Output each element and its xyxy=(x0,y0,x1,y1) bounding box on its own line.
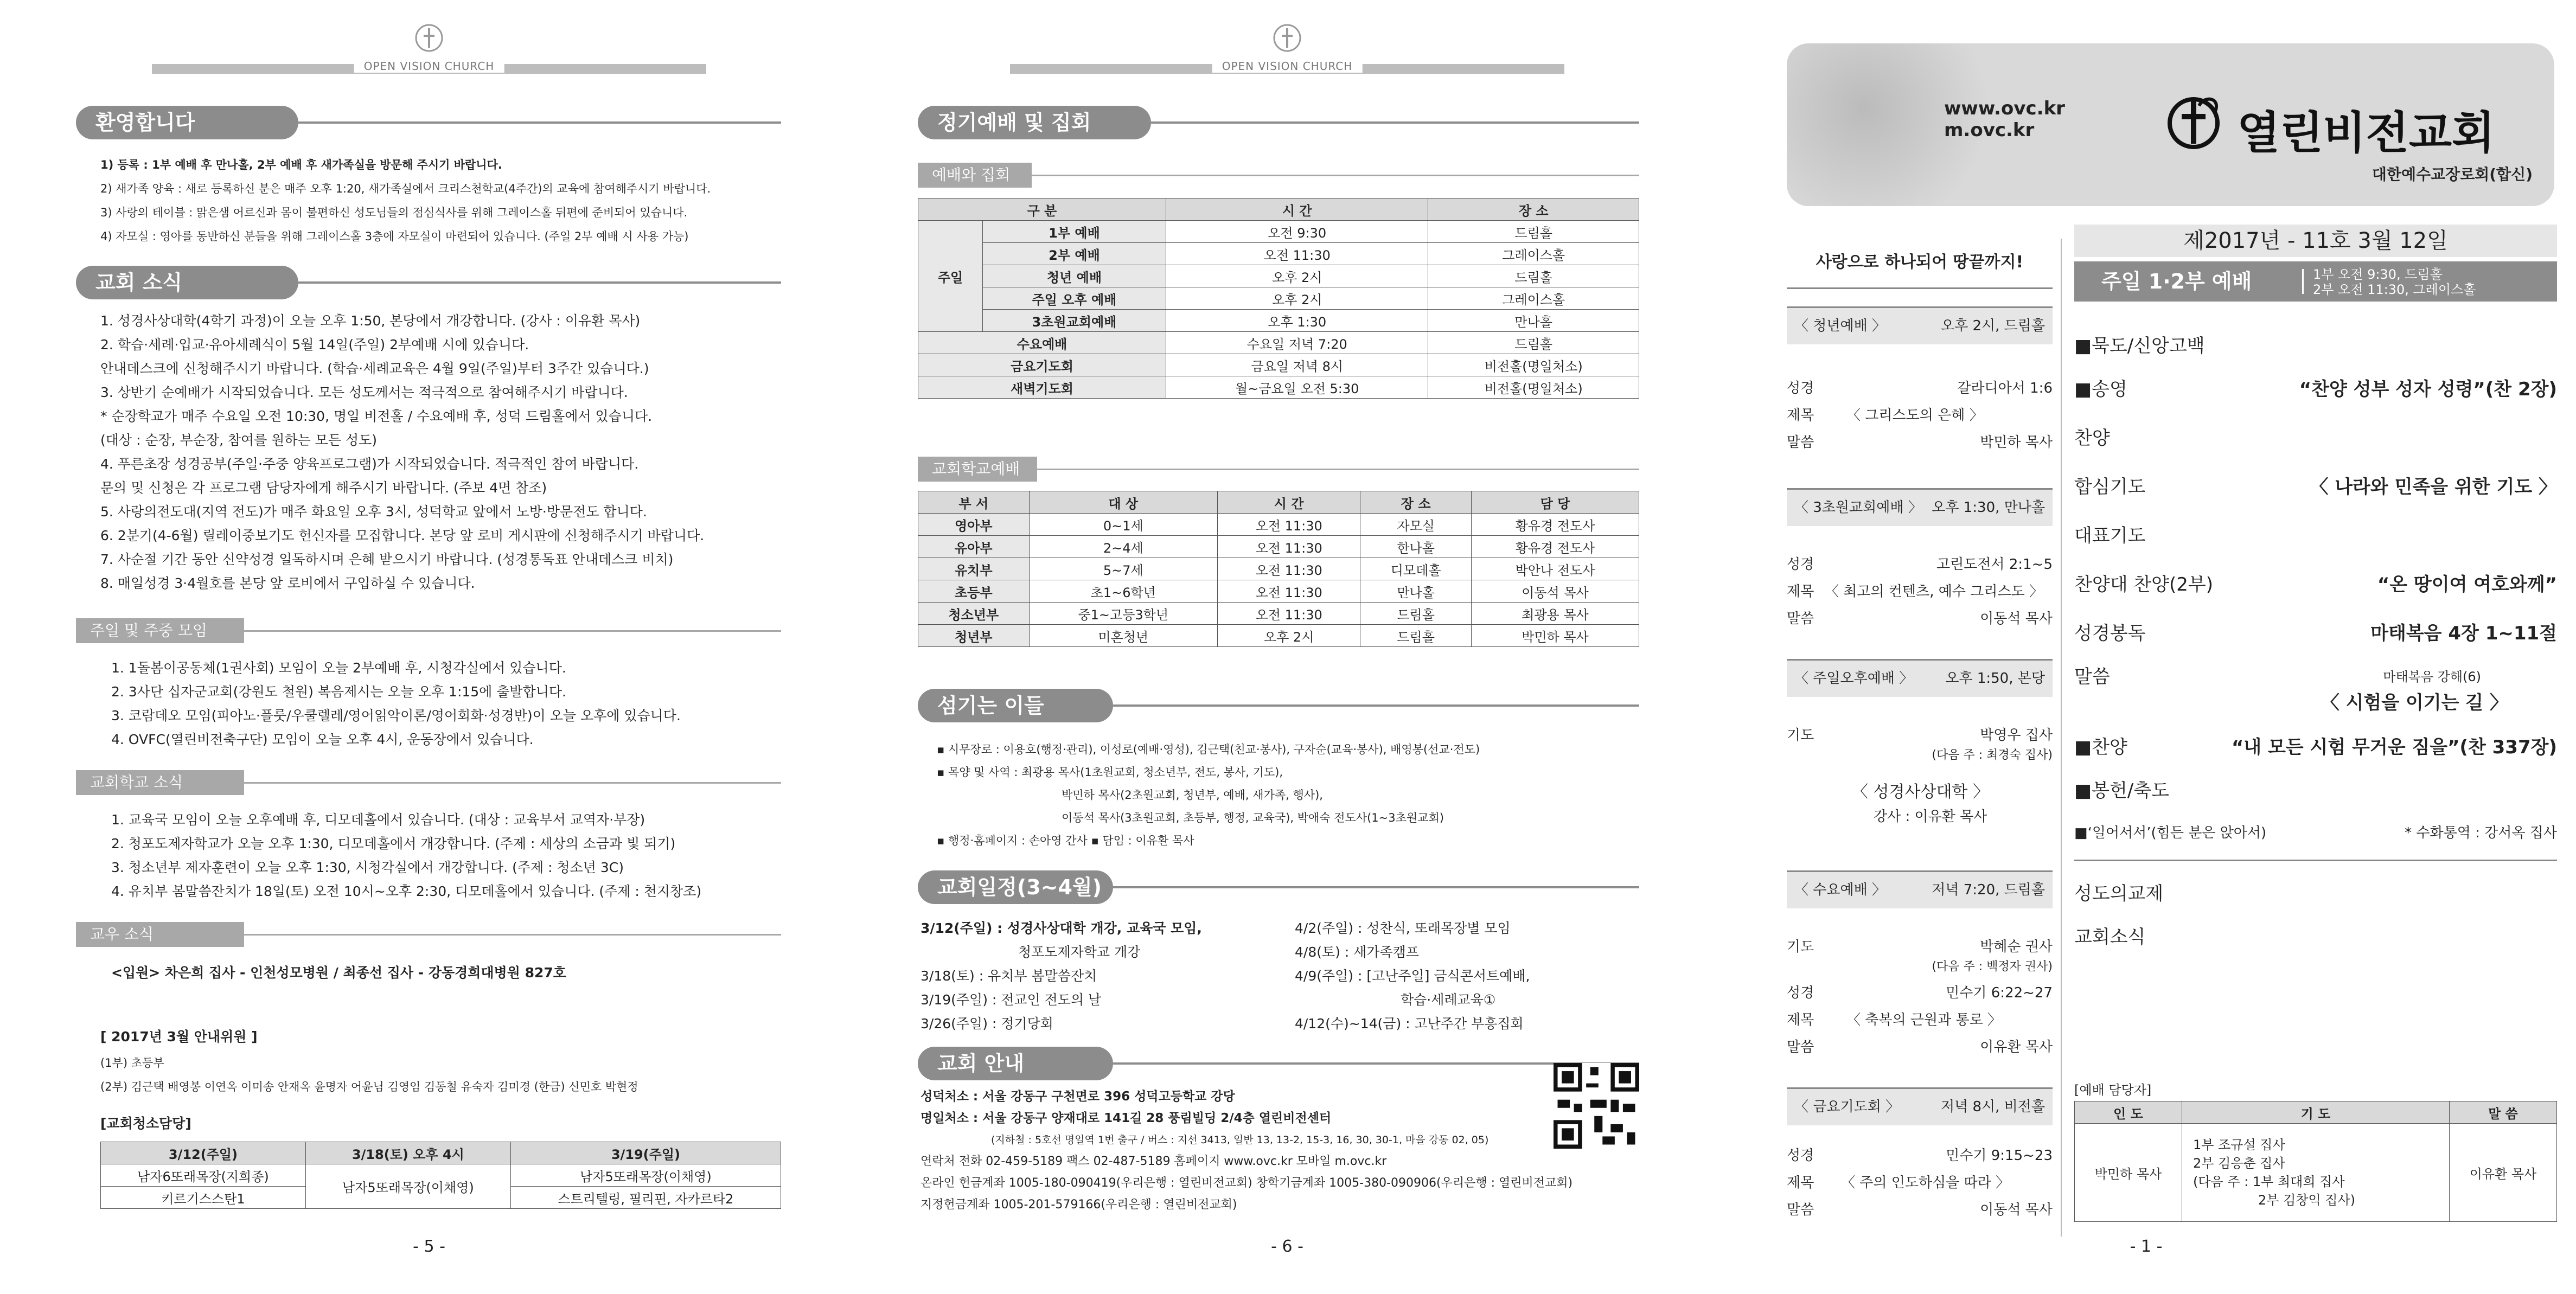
school-item: 1. 교육국 모임이 오늘 오후예배 후, 디모데홀에서 있습니다. (대상 : 교육부서 교역자·부장) xyxy=(111,812,645,828)
weekly-item: 1. 1돌봄이공동체(1권사회) 모임이 오늘 2부예배 후, 시청각실에서 있습니다. xyxy=(111,660,566,676)
order-sermon-label: 말씀 xyxy=(2074,666,2110,688)
order-praise: 찬양 xyxy=(2074,427,2110,449)
heading-line xyxy=(244,934,781,936)
afternoon-lecturer: 강사 : 이유환 목사 xyxy=(1874,809,1987,825)
schedule-item: 4/8(토) : 새가족캠프 xyxy=(1295,944,1419,960)
afternoon-box xyxy=(1787,659,2053,697)
order-hymn2-label: ■찬양 xyxy=(2074,736,2127,758)
news-item: (대상 : 순장, 부순장, 참여를 원하는 모든 성도) xyxy=(100,432,378,448)
page-6 xyxy=(858,0,1716,1294)
school-item: 2. 청포도제자학교가 오늘 오후 1:30, 디모데홀에서 개강합니다. (주제 : 세상의 소금과 빛 되기) xyxy=(111,836,676,851)
worship-cell: 드림홀 xyxy=(1428,221,1639,243)
welcome-heading: 환영합니다 xyxy=(76,106,298,139)
order-joint-label: 합심기도 xyxy=(2074,476,2146,498)
mobile-url: m.ovc.kr xyxy=(1944,119,2035,141)
service-times xyxy=(2313,267,2476,297)
afternoon-prayer: 박영우 집사 xyxy=(1980,727,2053,744)
worship-cell: 비전홀(명일처소) xyxy=(1428,354,1639,376)
servants-heading: 섬기는 이들 xyxy=(918,689,1113,722)
issue-info: 제2017년 - 11호 3월 12일 xyxy=(2074,225,2557,257)
cleaning-cell: 남자5또래목장(이채영) xyxy=(305,1164,510,1209)
order-standing: ■‘일어서서’(힘든 분은 앉아서) xyxy=(2074,825,2267,841)
worship-cell: 비전홀(명일처소) xyxy=(1428,376,1639,399)
worship-cell: 금요일 저녁 8시 xyxy=(1166,354,1428,376)
fri-label: 〈 금요기도회 〉 xyxy=(1794,1099,1900,1115)
school-worship-sub: 교회학교예배 xyxy=(918,457,1037,482)
qr-code-icon[interactable] xyxy=(1554,1063,1639,1149)
school-header: 대 상 xyxy=(1029,491,1217,514)
school-cell: 미혼청년 xyxy=(1029,625,1217,647)
servants-line: 박민하 목사(2초원교회, 청년부, 예배, 새가족, 행사), xyxy=(1062,789,1323,802)
divider xyxy=(2074,860,2557,861)
info-line: 성덕처소 : 서울 강동구 구천면로 396 성덕고등학교 강당 xyxy=(921,1090,1235,1104)
worship-header: 시 간 xyxy=(1166,198,1428,221)
news-heading: 교회 소식 xyxy=(76,266,298,299)
school-cell: 오전 11:30 xyxy=(1217,580,1360,603)
school-header: 장 소 xyxy=(1360,491,1472,514)
school-cell: 중1~고등3학년 xyxy=(1029,603,1217,625)
duty-header: 기 도 xyxy=(2182,1101,2450,1124)
cleaning-header: 3/12(주일) xyxy=(101,1142,306,1164)
wed-label: 〈 수요예배 〉 xyxy=(1794,882,1886,898)
duty-table xyxy=(2074,1101,2557,1222)
schedule-heading: 교회일정(3~4월) xyxy=(918,870,1113,904)
cell3-title-label: 제목 xyxy=(1787,584,1814,600)
youth-label: 〈 청년예배 〉 xyxy=(1794,318,1886,334)
cleaning-table xyxy=(100,1142,781,1209)
weekly-heading: 주일 및 주중 모임 xyxy=(76,618,244,643)
order-silent: ■묵도/신앙고백 xyxy=(2074,335,2205,357)
cell3-preacher-label: 말씀 xyxy=(1787,611,1814,627)
school-cell: 박안나 전도사 xyxy=(1471,558,1639,580)
news-item: 2. 학습·세례·입교·유아세례식이 5월 14일(주일) 2부예배 시에 있습니다. xyxy=(100,337,529,353)
school-cell: 청년부 xyxy=(918,625,1030,647)
header-label: OPEN VISION CHURCH xyxy=(1212,60,1363,73)
page-5 xyxy=(0,0,858,1294)
duty-title: [예배 담당자] xyxy=(2074,1082,2152,1098)
school-cell: 자모실 xyxy=(1360,514,1472,536)
heading-line xyxy=(244,782,781,784)
worship-cell: 만나홀 xyxy=(1428,310,1639,332)
title-banner xyxy=(1787,43,2554,206)
news-item: 8. 매일성경 3·4월호를 본당 앞 로비에서 구입하실 수 있습니다. xyxy=(100,575,475,591)
school-item: 3. 청소년부 제자훈련이 오늘 오후 1:30, 시청각실에서 개강합니다. (주제 : 청소년 3C) xyxy=(111,860,624,875)
duty-prayer: 2부 김응춘 집사 xyxy=(2193,1156,2285,1171)
worship-cell: 3초원교회예배 xyxy=(982,310,1166,332)
schedule-item: 3/19(주일) : 전교인 전도의 날 xyxy=(921,992,1102,1008)
cleaning-cell: 남자6또래목장(지희종) xyxy=(101,1164,306,1187)
welcome-item: 2) 새가족 양육 : 새로 등록하신 분은 매주 오후 1:20, 새가족실에서 크리스천학교(4주간)의 교육에 참여해주시기 바랍니다. xyxy=(100,182,711,195)
fri-title-label: 제목 xyxy=(1787,1175,1814,1191)
youth-preacher-label: 말씀 xyxy=(1787,434,1814,451)
cleaning-cell: 키르기스스탄1 xyxy=(101,1187,306,1209)
page-number: - 6 - xyxy=(1271,1237,1303,1256)
wed-time: 저녁 7:20, 드림홀 xyxy=(1932,882,2045,898)
school-item: 4. 유치부 봄말씀잔치가 18일(토) 오전 10시~오후 2:30, 디모데홀에서 있습니다. (주제 : 천지창조) xyxy=(111,883,702,899)
school-header: 부 서 xyxy=(918,491,1030,514)
duty-header: 말 씀 xyxy=(2449,1101,2556,1124)
school-cell: 디모데홀 xyxy=(1360,558,1472,580)
worship-cell: 주일 오후 예배 xyxy=(982,287,1166,310)
youth-scripture: 갈라디아서 1:6 xyxy=(1957,380,2053,396)
cell3-time: 오후 1:30, 만나홀 xyxy=(1932,499,2045,516)
cleaning-header: 3/19(주일) xyxy=(510,1142,781,1164)
order-hymn1-label: ■송영 xyxy=(2074,379,2127,400)
duty-prayers xyxy=(2182,1124,2450,1222)
school-cell: 초등부 xyxy=(918,580,1030,603)
service-time: 2부 오전 11:30, 그레이스홀 xyxy=(2313,282,2476,297)
heading-line xyxy=(298,121,781,124)
news-item: 6. 2분기(4-6월) 릴레이중보기도 헌신자를 모집합니다. 본당 앞 로비 게시판에 신청해주시기 바랍니다. xyxy=(100,528,705,543)
wed-box xyxy=(1787,870,2053,908)
worship-header: 구 분 xyxy=(918,198,1166,221)
fri-title: 〈 주의 인도하심을 따라 〉 xyxy=(1841,1175,2010,1191)
cleaning-header: 3/18(토) 오후 4시 xyxy=(305,1142,510,1164)
order-choir: “온 땅이여 여호와께” xyxy=(2377,574,2557,595)
school-worship-table xyxy=(918,491,1639,647)
cell3-scripture: 고린도전서 2:1~5 xyxy=(1936,556,2053,573)
school-cell: 5~7세 xyxy=(1029,558,1217,580)
heading-line xyxy=(1151,121,1639,124)
afternoon-course: 〈 성경사상대학 〉 xyxy=(1852,783,1989,802)
wed-next: (다음 주 : 백정자 권사) xyxy=(1932,960,2053,973)
worship-cell: 1부 예배 xyxy=(982,221,1166,243)
servants-line: ▪ 시무장로 : 이용호(행정·관리), 이성로(예배·영성), 김근택(친교·봉사), 구자순(교육·봉사), 배영봉(선교·전도) xyxy=(937,743,1480,756)
youth-scripture-label: 성경 xyxy=(1787,380,1814,396)
welcome-item: 3) 사랑의 테이블 : 맑은샘 어르신과 몸이 불편하신 성도님들의 점심식사를 위해 그레이스홀 뒤편에 준비되어 있습니다. xyxy=(100,206,688,219)
fri-time: 저녁 8시, 비전홀 xyxy=(1940,1099,2045,1115)
heading-line xyxy=(298,281,781,284)
info-line: 지정헌금계좌 1005-201-579166(우리은행 : 열린비전교회) xyxy=(921,1198,1237,1212)
worship-cell: 그레이스홀 xyxy=(1428,287,1639,310)
church-name: 열린비전교회 xyxy=(2237,107,2495,159)
worship-sub: 예배와 집회 xyxy=(918,163,1032,188)
wed-scripture: 민수기 6:22~27 xyxy=(1946,985,2053,1001)
cleaning-cell: 남자5또래목장(이채영) xyxy=(510,1164,781,1187)
news-item: 7. 사순절 기간 동안 신약성경 일독하시며 은혜 받으시기 바랍니다. (성경통독표 안내데스크 비치) xyxy=(100,552,674,567)
order-interpret: * 수화통역 : 강서옥 집사 xyxy=(2405,825,2557,841)
service-title: 주일 1·2부 예배 xyxy=(2101,270,2252,293)
order-hymn2: “내 모든 시험 무거운 짐을”(찬 337장) xyxy=(2231,736,2557,758)
duty-preacher: 이유환 목사 xyxy=(2449,1124,2556,1222)
school-cell: 영아부 xyxy=(918,514,1030,536)
order-rep: 대표기도 xyxy=(2074,525,2146,547)
wed-title: 〈 축복의 근원과 통로 〉 xyxy=(1846,1012,2002,1028)
afternoon-time: 오후 1:50, 본당 xyxy=(1945,670,2045,687)
school-header: 시 간 xyxy=(1217,491,1360,514)
heading-line xyxy=(1037,469,1639,470)
school-cell: 오전 11:30 xyxy=(1217,514,1360,536)
guides-line: (1부) 초등부 xyxy=(100,1056,164,1069)
cell3-box xyxy=(1787,488,2053,526)
fri-preacher-label: 말씀 xyxy=(1787,1202,1814,1218)
page-number: - 1 - xyxy=(2130,1237,2163,1256)
website-urls xyxy=(1944,98,2065,141)
cell3-label: 〈 3초원교회예배 〉 xyxy=(1794,499,1922,516)
wed-title-label: 제목 xyxy=(1787,1012,1814,1028)
fri-preacher: 이동석 목사 xyxy=(1980,1202,2053,1218)
heading-line xyxy=(244,630,781,632)
heading-line xyxy=(1032,175,1639,176)
news-item: 문의 및 신청은 각 프로그램 담당자에게 해주시기 바랍니다. (주보 4면 참조) xyxy=(100,480,547,496)
welcome-item: 1) 등록 : 1부 예배 후 만나홀, 2부 예배 후 새가족실을 방문해 주시기 바랍니다. xyxy=(100,158,502,171)
welcome-item: 4) 자모실 : 영아를 동반하신 분들을 위해 그레이스홀 3층에 자모실이 마련되어 있습니다. (주일 2부 예배 시 사용 가능) xyxy=(100,230,689,243)
worship-cell: 새벽기도회 xyxy=(918,376,1166,399)
cell3-scripture-label: 성경 xyxy=(1787,556,1814,573)
worship-cell: 오전 11:30 xyxy=(1166,243,1428,265)
order-reading-label: 성경봉독 xyxy=(2074,623,2146,644)
church-logo-icon xyxy=(1271,22,1303,54)
church-logo-icon xyxy=(2161,89,2226,155)
school-cell: 드림홀 xyxy=(1360,625,1472,647)
school-cell: 초1~6학년 xyxy=(1029,580,1217,603)
fri-scripture-label: 성경 xyxy=(1787,1148,1814,1164)
school-cell: 이동석 목사 xyxy=(1471,580,1639,603)
youth-box xyxy=(1787,306,2053,344)
order-offering: ■봉헌/축도 xyxy=(2074,780,2169,802)
wed-prayer-label: 기도 xyxy=(1787,939,1814,955)
school-cell: 오후 2시 xyxy=(1217,625,1360,647)
fri-scripture: 민수기 9:15~23 xyxy=(1946,1148,2053,1164)
heading-line xyxy=(1113,704,1639,707)
school-cell: 최광용 목사 xyxy=(1471,603,1639,625)
guides-line: (2부) 김근택 배영봉 이연옥 이미송 안재옥 윤명자 어윤님 김영임 김동철 유숙자 김미경 (한금) 신민호 박현정 xyxy=(100,1080,638,1093)
school-cell: 2~4세 xyxy=(1029,536,1217,558)
page-1 xyxy=(1716,0,2576,1294)
order-reading: 마태복음 4장 1~11절 xyxy=(2370,623,2557,644)
school-cell: 청소년부 xyxy=(918,603,1030,625)
school-header: 담 당 xyxy=(1471,491,1639,514)
worship-header: 장 소 xyxy=(1428,198,1639,221)
schedule-item: 3/12(주일) : 성경사상대학 개강, 교육국 모임, xyxy=(921,920,1202,936)
school-heading: 교회학교 소식 xyxy=(76,770,244,795)
schedule-item: 4/9(주일) : [고난주일] 금식콘서트예배, xyxy=(1295,968,1530,984)
youth-preacher: 박민하 목사 xyxy=(1980,434,2053,451)
worship-cell: 오후 2시 xyxy=(1166,265,1428,287)
servants-line: ▪ 목양 및 사역 : 최광용 목사(1초원교회, 청소년부, 전도, 봉사, 기도), xyxy=(937,766,1283,779)
worship-table xyxy=(918,198,1639,399)
worship-cell: 오후 2시 xyxy=(1166,287,1428,310)
cleaning-title: [교회청소담당] xyxy=(100,1116,191,1131)
order-fellowship: 성도의교제 xyxy=(2074,883,2164,905)
school-cell: 황유경 전도사 xyxy=(1471,514,1639,536)
cell3-title: 〈 최고의 컨텐츠, 예수 그리스도 〉 xyxy=(1825,584,2043,600)
worship-cell: 오전 9:30 xyxy=(1166,221,1428,243)
cell3-preacher: 이동석 목사 xyxy=(1980,611,2053,627)
divider xyxy=(2302,269,2304,294)
afternoon-prayer-label: 기도 xyxy=(1787,727,1814,744)
duty-prayer: (다음 주 : 1부 최대희 집사 xyxy=(2193,1174,2345,1189)
news-item: 4. 푸른초장 성경공부(주일·주중 양육프로그램)가 시작되었습니다. 적극적인 참여 바랍니다. xyxy=(100,456,639,472)
info-line: 온라인 헌금계좌 1005-180-090419(우리은행 : 열린비전교회) 창학기금계좌 1005-380-090906(우리은행 : 열린비전교회) xyxy=(921,1176,1573,1190)
fri-box xyxy=(1787,1087,2053,1125)
schedule-item: 4/12(수)~14(금) : 고난주간 부흥집회 xyxy=(1295,1016,1524,1032)
news-item: 3. 상반기 순예배가 시작되었습니다. 모든 성도께서는 적극적으로 참여해주시기 바랍니다. xyxy=(100,385,628,400)
afternoon-label: 〈 주일오후예배 〉 xyxy=(1794,670,1914,687)
afternoon-next: (다음 주 : 최경숙 집사) xyxy=(1932,748,2053,762)
school-cell: 드림홀 xyxy=(1360,603,1472,625)
school-cell: 유아부 xyxy=(918,536,1030,558)
weekly-item: 2. 3사단 십자군교회(강원도 철원) 복음제시는 오늘 오후 1:15에 출발합니다. xyxy=(111,684,566,700)
guides-title: [ 2017년 3월 안내위원 ] xyxy=(100,1029,258,1045)
worship-cell: 그레이스홀 xyxy=(1428,243,1639,265)
wed-scripture-label: 성경 xyxy=(1787,985,1814,1001)
school-cell: 오전 11:30 xyxy=(1217,536,1360,558)
order-choir-label: 찬양대 찬양(2부) xyxy=(2074,574,2214,595)
worship-cell: 2부 예배 xyxy=(982,243,1166,265)
worship-cell: 월~금요일 오전 5:30 xyxy=(1166,376,1428,399)
youth-time: 오후 2시, 드림홀 xyxy=(1940,318,2045,334)
worship-cell: 수요예배 xyxy=(918,332,1166,354)
worship-cell: 드림홀 xyxy=(1428,332,1639,354)
schedule-item: 학습·세례교육① xyxy=(1401,992,1496,1008)
order-news: 교회소식 xyxy=(2074,926,2146,948)
worship-cell: 오후 1:30 xyxy=(1166,310,1428,332)
news-item: 5. 사랑의전도대(지역 전도)가 매주 화요일 오후 3시, 성덕학교 앞에서 노방·방문전도 합니다. xyxy=(100,504,647,520)
slogan: 사랑으로 하나되어 땅끝까지! xyxy=(1816,253,2024,272)
school-cell: 유치부 xyxy=(918,558,1030,580)
worship-cell: 금요기도회 xyxy=(918,354,1166,376)
cleaning-cell: 스트리텔링, 필리핀, 자카르타2 xyxy=(510,1187,781,1209)
info-heading: 교회 안내 xyxy=(918,1047,1113,1080)
school-cell: 오전 11:30 xyxy=(1217,558,1360,580)
youth-title: 〈 그리스도의 은혜 〉 xyxy=(1846,407,1984,424)
schedule-item: 3/18(토) : 유치부 봄말씀잔치 xyxy=(921,968,1097,984)
info-line: (지하철 : 5호선 명일역 1번 출구 / 버스 : 지선 3413, 일반 13, 13-2, 15-3, 16, 30, 30-1, 마을 강동 02, 05) xyxy=(991,1134,1489,1146)
order-hymn1: “찬양 성부 성자 성령”(찬 2장) xyxy=(2299,379,2557,400)
column-divider xyxy=(2061,239,2062,1237)
schedule-item: 청포도제자학교 개강 xyxy=(1018,944,1141,960)
wed-preacher-label: 말씀 xyxy=(1787,1039,1814,1055)
duty-prayer: 2부 김창익 집사) xyxy=(2258,1193,2355,1208)
worship-group: 주일 xyxy=(918,221,983,332)
header-label: OPEN VISION CHURCH xyxy=(354,60,504,73)
school-cell: 한나홀 xyxy=(1360,536,1472,558)
info-line: 명일처소 : 서울 강동구 양재대로 141길 28 풍림빌딩 2/4층 열린비전센터 xyxy=(921,1111,1332,1125)
wed-prayer: 박혜순 권사 xyxy=(1980,939,2053,955)
news-item: 안내데스크에 신청해주시기 바랍니다. (학습·세례교육은 4월 9일(주일)부터 3주간 있습니다.) xyxy=(100,361,649,376)
weekly-item: 3. 코람데오 모임(피아노·플룻/우쿨렐레/영어읽악이론/영어회화·성경반)이 오늘 오후에 있습니다. xyxy=(111,708,681,723)
family-item: <입원> 차은희 집사 - 인천성모병원 / 최종선 집사 - 강동경희대병원 827호 xyxy=(111,965,566,981)
duty-leader: 박민하 목사 xyxy=(2075,1124,2182,1222)
weekly-item: 4. OVFC(열린비전축구단) 모임이 오늘 오후 4시, 운동장에서 있습니다. xyxy=(111,732,534,747)
denomination: 대한예수교장로회(합신) xyxy=(2372,165,2533,183)
news-item: 1. 성경사상대학(4학기 과정)이 오늘 오후 1:50, 본당에서 개강합니다. (강사 : 이유환 목사) xyxy=(100,313,641,329)
worship-cell: 수요일 저녁 7:20 xyxy=(1166,332,1428,354)
divider xyxy=(1787,287,2053,289)
worship-cell: 청년 예배 xyxy=(982,265,1166,287)
school-cell: 만나홀 xyxy=(1360,580,1472,603)
order-sermon-series: 마태복음 강해(6) xyxy=(2383,669,2481,684)
school-cell: 오전 11:30 xyxy=(1217,603,1360,625)
duty-prayer: 1부 조규설 집사 xyxy=(2193,1137,2285,1152)
service-time: 1부 오전 9:30, 드림홀 xyxy=(2313,267,2443,282)
worship-heading: 정기예배 및 집회 xyxy=(918,106,1151,139)
order-joint: 〈 나라와 민족을 위한 기도 〉 xyxy=(2310,476,2557,498)
church-logo-icon xyxy=(413,22,445,54)
school-cell: 박민하 목사 xyxy=(1471,625,1639,647)
info-line: 연락처 전화 02-459-5189 팩스 02-487-5189 홈페이지 www.ovc.kr 모바일 m.ovc.kr xyxy=(921,1155,1387,1168)
youth-title-label: 제목 xyxy=(1787,407,1814,424)
servants-line: ▪ 행정·홈페이지 : 손아영 간사 ▪ 담임 : 이유환 목사 xyxy=(937,834,1194,847)
heading-line xyxy=(1113,886,1639,888)
website-url: www.ovc.kr xyxy=(1944,98,2065,119)
page-number: - 5 - xyxy=(413,1237,445,1256)
schedule-item: 3/26(주일) : 정기당회 xyxy=(921,1016,1053,1032)
service-banner xyxy=(2074,261,2557,302)
order-sermon-title: 〈 시험을 이기는 길 〉 xyxy=(2321,692,2508,714)
schedule-item: 4/2(주일) : 성찬식, 또래목장별 모임 xyxy=(1295,920,1511,936)
wed-preacher: 이유환 목사 xyxy=(1980,1039,2053,1055)
servants-line: 이동석 목사(3초원교회, 초등부, 행정, 교육국), 박애숙 전도사(1~3초원교회) xyxy=(1062,811,1444,824)
family-heading: 교우 소식 xyxy=(76,922,244,947)
news-item: * 순장학교가 매주 수요일 오전 10:30, 명일 비전홀 / 수요예배 후, 성덕 드림홀에서 있습니다. xyxy=(100,408,653,424)
school-cell: 0~1세 xyxy=(1029,514,1217,536)
duty-header: 인 도 xyxy=(2075,1101,2182,1124)
school-cell: 황유경 전도사 xyxy=(1471,536,1639,558)
worship-cell: 드림홀 xyxy=(1428,265,1639,287)
